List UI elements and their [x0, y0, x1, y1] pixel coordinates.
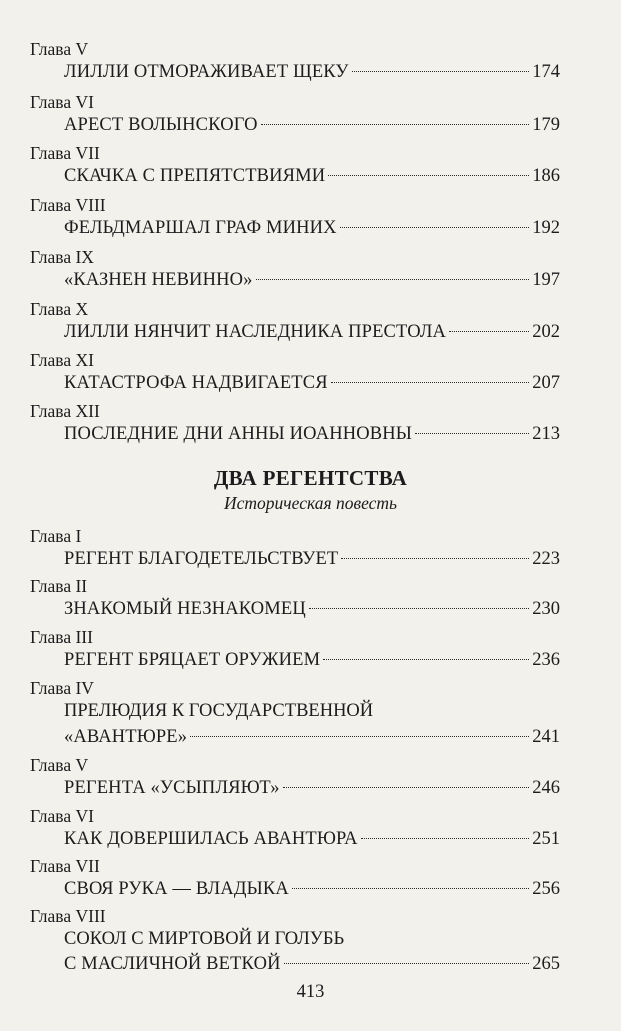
toc-line: [64, 422, 560, 446]
chapter-title: РЕГЕНТ БРЯЦАЕТ ОРУЖИЕМ: [64, 650, 321, 670]
chapter-title: ЛИЛЛИ ОТМОРАЖИВАЕТ ЩЕКУ: [64, 62, 349, 82]
toc-entry: [30, 905, 560, 974]
dot-leader: [309, 608, 529, 609]
chapter-label: Глава VIII: [30, 195, 106, 215]
page-folio-number: 413: [296, 982, 325, 1002]
chapter-title: ПОСЛЕДНИЕ ДНИ АННЫ ИОАННОВНЫ: [64, 424, 413, 444]
chapter-label: Глава V: [30, 39, 89, 59]
dot-leader: [415, 433, 529, 434]
page-number: 192: [532, 218, 560, 238]
page-number: 207: [532, 373, 560, 393]
chapter-title: СКАЧКА С ПРЕПЯТСТВИЯМИ: [64, 166, 326, 186]
section-title: ДВА РЕГЕНТСТВА: [213, 466, 408, 490]
toc-entry: [30, 677, 560, 747]
chapter-title: СВОЯ РУКА — ВЛАДЫКА: [64, 879, 289, 899]
page-number: 241: [532, 727, 560, 747]
toc-line: [64, 776, 560, 800]
toc-entry: [30, 400, 560, 444]
toc-line: [64, 268, 560, 292]
dot-leader: [256, 279, 530, 280]
chapter-label: Глава XI: [30, 350, 94, 370]
dot-leader: [190, 736, 529, 737]
page-number: 256: [532, 879, 560, 899]
chapter-title: СОКОЛ С МИРТОВОЙ И ГОЛУБЬ: [64, 929, 345, 949]
chapter-label: Глава VI: [30, 92, 94, 112]
dot-leader: [331, 382, 530, 383]
toc-entry: [30, 805, 560, 849]
chapter-title: ЛИЛЛИ НЯНЧИТ НАСЛЕДНИКА ПРЕСТОЛА: [64, 322, 447, 342]
toc-line: [64, 547, 560, 571]
toc-entry: [30, 575, 560, 619]
page-number: 230: [532, 599, 560, 619]
toc-entry: [30, 754, 560, 798]
chapter-label: Глава II: [30, 576, 88, 596]
page-number: 179: [532, 115, 560, 135]
toc-line: [64, 952, 560, 976]
chapter-title: АРЕСТ ВОЛЫНСКОГО: [64, 115, 258, 135]
toc-entry: [30, 246, 560, 290]
toc-entry: [30, 525, 560, 569]
chapter-label: Глава VIII: [30, 906, 106, 926]
dot-leader: [449, 331, 529, 332]
toc-line: [64, 648, 560, 672]
chapter-title-continued: «АВАНТЮРЕ»: [64, 727, 188, 747]
dot-leader: [340, 227, 530, 228]
chapter-label: Глава XII: [30, 401, 100, 421]
dot-leader: [292, 888, 529, 889]
toc-entry: [30, 855, 560, 899]
chapter-label: Глава VI: [30, 806, 94, 826]
chapter-label: Глава V: [30, 755, 89, 775]
toc-line: [64, 877, 560, 901]
chapter-title: «КАЗНЕН НЕВИННО»: [64, 270, 253, 290]
toc-entry: [30, 91, 560, 135]
chapter-label: Глава X: [30, 299, 89, 319]
chapter-label: Глава VII: [30, 856, 100, 876]
dot-leader: [328, 175, 529, 176]
chapter-title: ЗНАКОМЫЙ НЕЗНАКОМЕЦ: [64, 599, 306, 619]
toc-line: [64, 320, 560, 344]
toc-line: [64, 725, 560, 749]
toc-entry: [30, 38, 560, 82]
dot-leader: [323, 659, 529, 660]
toc-line: [64, 113, 560, 137]
dot-leader: [361, 838, 530, 839]
chapter-title: КАТАСТРОФА НАДВИГАЕТСЯ: [64, 373, 328, 393]
toc-line: [64, 60, 560, 84]
page-number: 213: [532, 424, 560, 444]
toc-line: [64, 164, 560, 188]
page-number: 202: [532, 322, 560, 342]
toc-line: [64, 827, 560, 851]
toc-entry: [30, 626, 560, 670]
toc-entry: [30, 194, 560, 238]
dot-leader: [341, 558, 529, 559]
chapter-label: Глава VII: [30, 143, 100, 163]
chapter-title: ПРЕЛЮДИЯ К ГОСУДАРСТВЕННОЙ: [64, 701, 374, 721]
dot-leader: [283, 787, 530, 788]
toc-line: [64, 216, 560, 240]
chapter-title: РЕГЕНТ БЛАГОДЕТЕЛЬСТВУЕТ: [64, 549, 339, 569]
toc-line: [64, 371, 560, 395]
toc-entry: [30, 142, 560, 186]
page-number: 174: [532, 62, 560, 82]
chapter-label: Глава IX: [30, 247, 94, 267]
chapter-title-continued: С МАСЛИЧНОЙ ВЕТКОЙ: [64, 954, 281, 974]
toc-line: [64, 597, 560, 621]
chapter-label: Глава IV: [30, 678, 94, 698]
chapter-title: РЕГЕНТА «УСЫПЛЯЮТ»: [64, 778, 280, 798]
toc-entry: [30, 349, 560, 393]
chapter-label: Глава I: [30, 526, 82, 546]
chapter-title: КАК ДОВЕРШИЛАСЬ АВАНТЮРА: [64, 829, 358, 849]
page-number: 265: [532, 954, 560, 974]
page-number: 236: [532, 650, 560, 670]
dot-leader: [261, 124, 530, 125]
page-number: 251: [532, 829, 560, 849]
dot-leader: [284, 963, 530, 964]
page-number: 197: [532, 270, 560, 290]
chapter-label: Глава III: [30, 627, 93, 647]
page-number: 223: [532, 549, 560, 569]
toc-entry: [30, 298, 560, 342]
chapter-title: ФЕЛЬДМАРШАЛ ГРАФ МИНИХ: [64, 218, 337, 238]
page-number: 186: [532, 166, 560, 186]
dot-leader: [352, 71, 530, 72]
page-number: 246: [532, 778, 560, 798]
section-subtitle: Историческая повесть: [224, 493, 397, 513]
